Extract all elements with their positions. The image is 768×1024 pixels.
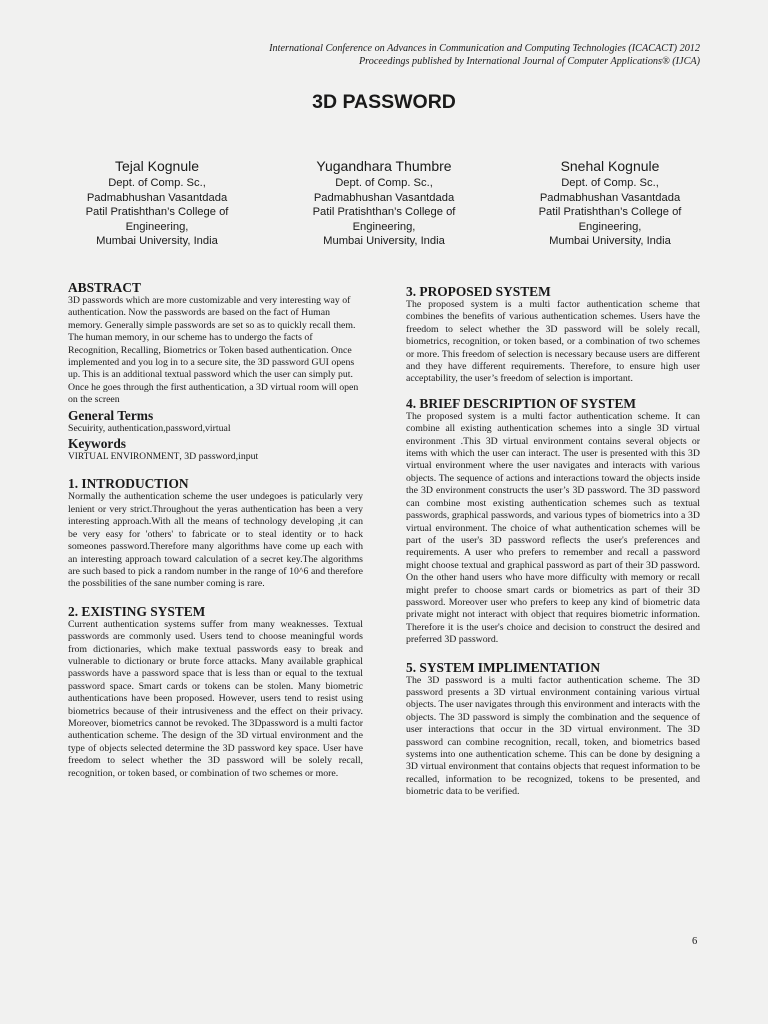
author-name: Tejal Kognule: [114, 158, 200, 174]
author-affiliation-line: Padmabhushan Vasantdada: [86, 191, 228, 204]
existing-system-body: Current authentication systems suffer from many weaknesses. Textual passwords are commonly used. Users tend to choose meaningful words from dictionaries, which make textual passwords easy to break and vulnerable to dictionary or brute force attacks. Many available graphical passwords have a password space that is less than or equal to the textual password space. Smart cards or tokens can be stolen. Many biometric authentications have been proposed. However, users tend to resist using biometrics because of their intrusiveness and the effect on their privacy. Moreover, biometrics cannot be revoked. The 3Dpassword is a multi factor authentication scheme. The design of the 3D virtual environment and the type of objects selected determine the 3D password key space. User have freedom to select whether the 3D password will be solely recall, recognition, or token based, or combination of two schemes or more.: [68, 618, 363, 779]
author-affiliation-line: Patil Pratishthan’s College of: [85, 206, 229, 219]
brief-description-heading: 4. BRIEF DESCRIPTION OF SYSTEM: [406, 395, 637, 411]
introduction-body: Normally the authentication scheme the user undegoes is paticularly very lenient or very strict.Throughout the yeras authentication has been a very interesting approach.With all the means of technology developing ,it can be very easy for 'others' to fabricate or to steal identity or to hack someones password.Therefore many algorithms have come up each with an interesting approach toward calculation of a secret key.The algorithms are such based to pick a random number in the range of 10^6 and therefore the possbilities of the sane number coming is rare.: [68, 491, 363, 590]
author-name: Snehal Kognule: [560, 158, 660, 174]
author-affiliation-line: Engineering,: [125, 220, 189, 233]
header-line-conference: International Conference on Advances in Communication and Computing Technologies (ICACACT) 2012: [269, 43, 700, 54]
author-affiliation-line: Engineering,: [578, 220, 642, 233]
author-affiliation-line: Mumbai University, India: [323, 235, 445, 248]
keywords-body-part: VIRTUAL ENVIRONMENT: [68, 452, 180, 463]
abstract-heading: ABSTRACT: [68, 280, 141, 295]
system-implementation-heading: 5. SYSTEM IMPLIMENTATION: [406, 659, 601, 675]
author-block-3: [510, 157, 710, 249]
introduction-heading: 1. INTRODUCTION: [68, 476, 189, 492]
existing-system-heading: 2. EXISTING SYSTEM: [68, 603, 206, 619]
author-block-2: [284, 157, 484, 249]
brief-description-body: The proposed system is a multi factor authentication scheme. It can combine all existing authentication schemes into a single 3D virtual environment .This 3D virtual environment contains several objects or items with which the user can interact. The user is presented with this 3D virtual environment where the user navigates and interacts with various objects. The sequence of actions and interactions toward the objects inside the 3D environment constructs the user’s 3D password. The 3D password can combine most existing authentication schemes such as textual passwords, graphical passwords, and various types of biometrics into a 3D virtual environment. The choice of what authentication schemes will be part of the user's 3D password reflects the user's preferences and requirements. A user who prefers to remember and recall a password might choose textual and graphical password as part of their 3D password. On the other hand users who have more difficulty with memory or recall might prefer to choose smart cards or biometrics as part of their 3D password. Moreover user who prefers to keep any kind of biometric data private might not interact with object that requires biometric information. Therefore it is the user's choice and decision to construct the desired and preferred 3D password.: [406, 410, 700, 646]
paper-title: 3D PASSWORD: [312, 91, 456, 113]
abstract-body: 3D passwords which are more customizable and very interesting way of authentication. Now the passwords are based on the fact of Human memory. Generally simple passwords are set so as to quickly recall them. The human memory, in our scheme has to undergo the facts of Recognition, Recalling, Biometrics or Token based authentication. Once implemented and you log in to a secure site, the 3D password GUI opens up. This is an additional textual password which the user can simply put. Once he goes through the first authentication, a 3D virtual room will open on the screen: [68, 295, 359, 406]
left-column: [68, 280, 363, 780]
keywords-body: [68, 451, 363, 463]
right-column: [406, 284, 700, 799]
author-affiliation-line: Patil Pratishthan’s College of: [538, 206, 682, 219]
proposed-system-heading: 3. PROPOSED SYSTEM: [406, 284, 551, 299]
general-terms-heading: General Terms: [68, 407, 154, 423]
author-name: Yugandhara Thumbre: [316, 158, 452, 174]
author-affiliation-line: Padmabhushan Vasantdada: [539, 191, 681, 204]
header-line-proceedings: Proceedings published by International Journal of Computer Applications® (IJCA): [358, 56, 700, 67]
running-header: [100, 42, 700, 68]
page-number: 6: [692, 936, 698, 947]
author-affiliation-line: Padmabhushan Vasantdada: [313, 191, 455, 204]
system-implementation-body: The 3D password is a multi factor authentication scheme. The 3D password presents a 3D virtual environment containing various virtual objects. The user navigates through this environment and interacts with the objects. The 3D password is simply the combination and the sequence of user interactions that occur in the 3D virtual environment. The 3D password can combine recognition, recall, token, and biometrics based systems into one authentication scheme. This can be done by designing a 3D virtual environment that contains objects that request information to be recalled, information to be recognized, tokens to be presented, and biometric data to be verified.: [406, 674, 700, 798]
author-affiliation-line: Mumbai University, India: [549, 235, 671, 248]
author-affiliation-line: Dept. of Comp. Sc.,: [108, 177, 206, 189]
keywords-body-part: , 3D password,input: [179, 451, 259, 463]
keywords-heading: Keywords: [68, 436, 127, 452]
proposed-system-body: The proposed system is a multi factor authentication scheme that combines the benefits of various authentication schemes. Users have the freedom to select whether the 3D password will be solely recall, biometrics, recognition, or token based, or a combination of two schemes or more. This freedom of selection is necessary because users are different and they have different requirements. Therefore, to ensure high user acceptability, the user’s freedom of selection is important.: [406, 299, 700, 385]
author-block-1: [57, 157, 257, 249]
author-affiliation-line: Dept. of Comp. Sc.,: [561, 177, 659, 189]
author-affiliation-line: Engineering,: [352, 220, 416, 233]
author-affiliation-line: Dept. of Comp. Sc.,: [335, 177, 433, 189]
author-affiliation-line: Mumbai University, India: [96, 235, 218, 248]
author-affiliation-line: Patil Pratishthan’s College of: [312, 206, 456, 219]
general-terms-body: Secuirity, authentication,password,virtual: [68, 422, 231, 434]
